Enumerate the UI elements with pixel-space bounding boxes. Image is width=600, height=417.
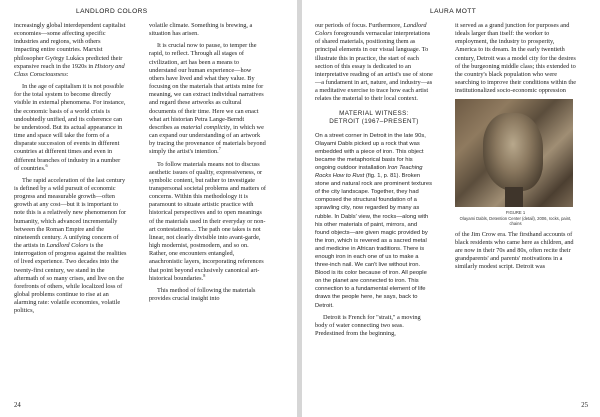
- left-page: [0, 0, 297, 417]
- paragraph: it served as a grand junction for purposes and ideals larger than itself: the worker to employment, the industry to prosperity, America to its dream. In the early twentieth century, Detroit was a model city for the desires of the burgeoning middle class; this extended to the country's black population who were searching to improve their conditions within the institutionalized socio-economic oppression: [455, 22, 577, 95]
- left-column-2: [149, 22, 267, 307]
- sans-paragraph: On a street corner in Detroit in the late 90s, Olayami Dabls picked up a rock that was embedded with a piece of iron. This object became the metaphorical basis for his ongoing outdoor installation Iron Teaching Rocks How to Rust (fig. 1, p. 81). Broken stone and natural rock are prominent textures of the city landscape. Together, they had composed the structural foundation of a sprawling city, now regarded by many as rubble. In Dabls' view, the rocks—along with his other materials of paint, mirrors, and found objects—are given magic provided by the iron, which is revered as a sacred metal and medicine in African traditions. There is enough iron in each one of us to make a three-inch nail. We can't live without iron. Blood is its color because of iron. All people on the planet are connected to iron. This connection to a fundamental element of life draws the people here, he says, back to Detroit.: [315, 132, 432, 309]
- right-page: [302, 0, 600, 417]
- sculpture-base: [505, 187, 523, 207]
- running-head-left: LANDLORD COLORS: [76, 8, 148, 15]
- paragraph: our periods of focus. Furthermore, Landlord Colors foregrounds vernacular interpretations of shared materials, positioning them as principal elements in our visual language. To illustrate this in practice, the start of each section of this essay is dedicated to an interpretative reading of an artist's use of stone—a fundament in art, nature, and industry—as a meditative exercise to trace how each artist relates the material to their local context.: [315, 22, 433, 103]
- figure-photo: [455, 99, 573, 207]
- block-quote: To follow materials means not to discuss aesthetic issues of quality, expressiveness, or symbolic content, but rather to investigate transpersonal societal problems and matters of concerns. Within this methodology it is paramount to situate artistic practice with historical perspectives and to open meanings of the materials used in their everyday or non-art contestations.... The path one takes is not linear, not clearly divisible into avant-garde, high modernist, postmodern, and so on. Rather, one encounters entangled, anachronistic layers, incorporating references that point beyond exclusively canonical art-historical boundaries.$^8$: [149, 160, 266, 282]
- right-column-1: [315, 22, 433, 342]
- paragraph: This method of following the materials provides crucial insight into: [149, 286, 256, 302]
- left-column-1: [14, 22, 127, 319]
- paragraph: volatile climate. Something is brewing, a situation has arisen.: [149, 22, 253, 38]
- sculpture-image: [483, 113, 543, 191]
- running-head-right: LAURA MOTT: [430, 8, 477, 15]
- paragraph: Detroit is French for "strait," a moving body of water connecting two seas. Predestined from the beginning,: [315, 313, 421, 337]
- paragraph: The rapid acceleration of the last century is defined by a wild pursuit of economic progress and measurable growth—often growth at any cost—but it is important to note this is a relatively new phenomenon for humanity, which advanced incrementally between the Roman Empire and the nineteenth century. A unifying concern of the artists in Landlord Colors is the interrogation of progress against the realities of lived experience. Two decades into the twenty-first century, we stand in the aftermath of so many crises, and live on the forefronts of others, while localized loss of global problems continue to rise at an alarming rate: volatile economies, volatile politics,: [14, 176, 127, 315]
- paragraph: of the Jim Crow era. The firsthand accounts of black residents who came here as children, and are now in their 70s and 80s, often recite their grandparents' and parents' motivations in a similarly modest script. Detroit was: [455, 230, 574, 271]
- figure-caption: FIGURE 1 Olayami Dabls, Detention Center (detail), 2006, rocks, paint, chains: [459, 210, 572, 227]
- paragraph: It is crucial now to pause, to temper the rapid, to reflect. Through all stages of civilization, art has been a means to understand our human experience—how others have lived and what they value. By focusing on the materials that artists mine for meaning, we can extract individual narratives and regard these artworks as cultural documents of their time. Here we can enact what art historian Petra Lange-Berndt describes as material complicity, in which we can expand our understanding of an artwork by tracing the provenance of materials beyond simply the artist's intention.$^7$: [149, 42, 266, 156]
- paragraph: increasingly global interdependent capitalist economies—some affecting specific industries and regions, with others impacting entire countries. Marxist philosopher György Lukács predicted their expansive reach in the 1920s in History and Class Consciousness:: [14, 22, 126, 78]
- block-quote: In the age of capitalism it is not possible for the total system to become directly visible in external phenomena. For instance, the economic basis of a world crisis is undoubtedly unified, and its coherence can be understood. But its actual appearance in time and space will take the form of a disparate succession of events in different countries at different times and even in different branches of industry in a number of countries.$^6$: [14, 83, 126, 172]
- section-title: MATERIAL WITNESS: DETROIT (1967–PRESENT): [329, 109, 419, 125]
- right-column-2: [455, 22, 576, 275]
- page-number-right: 25: [581, 402, 588, 409]
- page-number-left: 24: [14, 402, 21, 409]
